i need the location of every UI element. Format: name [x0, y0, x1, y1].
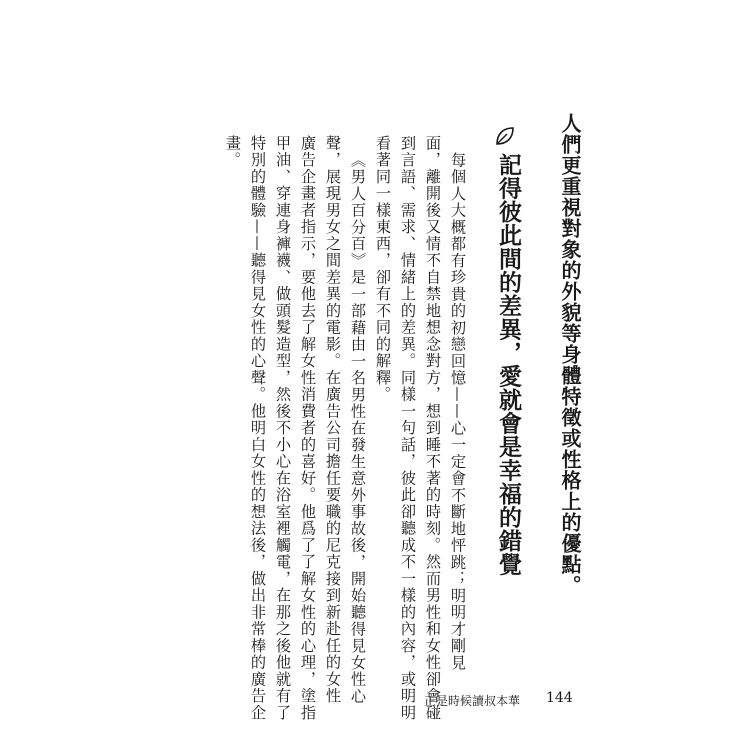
- body-column-2: 面，離開後又情不自禁地想念對方，想到睡不著的時刻。然而男性和女性卻會碰: [424, 135, 442, 722]
- body-column-9: 特別的體驗——聽得見女性的心聲。他明白女性的想法後，做出非常棒的廣告企: [249, 135, 267, 722]
- section-heading: 記得彼此間的差異，愛就會是幸福的錯覺: [495, 153, 522, 576]
- leaf-icon: [493, 124, 517, 148]
- body-column-4: 看著同一樣東西，卻有不同的解釋。: [374, 135, 392, 403]
- footer-page-number: 144: [546, 690, 573, 706]
- body-column-10: 畫。: [224, 135, 242, 169]
- body-column-3: 到言語、需求、情緒上的差異。同樣一句話，彼此卻聽成不一樣的內容，或明明: [399, 135, 417, 722]
- footer-book-title: 正是時候讀叔本華: [424, 694, 521, 708]
- body-column-7: 廣告企畫者指示，要他去了解女性消費者的喜好。他爲了了解女性的心理，塗指: [299, 135, 317, 722]
- body-column-1: 每個人大概都有珍貴的初戀回憶——心一定會不斷地怦跳；明明才剛見: [449, 152, 467, 672]
- body-column-5: 《男人百分百》是一部藉由一名男性在發生意外事故後，開始聽得見女性心: [349, 152, 367, 705]
- body-column-8: 甲油、穿連身褲襪、做頭髮造型，然後不小心在浴室裡觸電，在那之後他就有了: [274, 135, 292, 722]
- body-column-6: 聲，展現男女之間差異的電影。在廣告公司擔任要職的尼克接到新赴任的女性: [324, 135, 342, 705]
- lead-line: 人們更重視對象的外貌等身體特徵或性格上的優點。: [558, 113, 582, 596]
